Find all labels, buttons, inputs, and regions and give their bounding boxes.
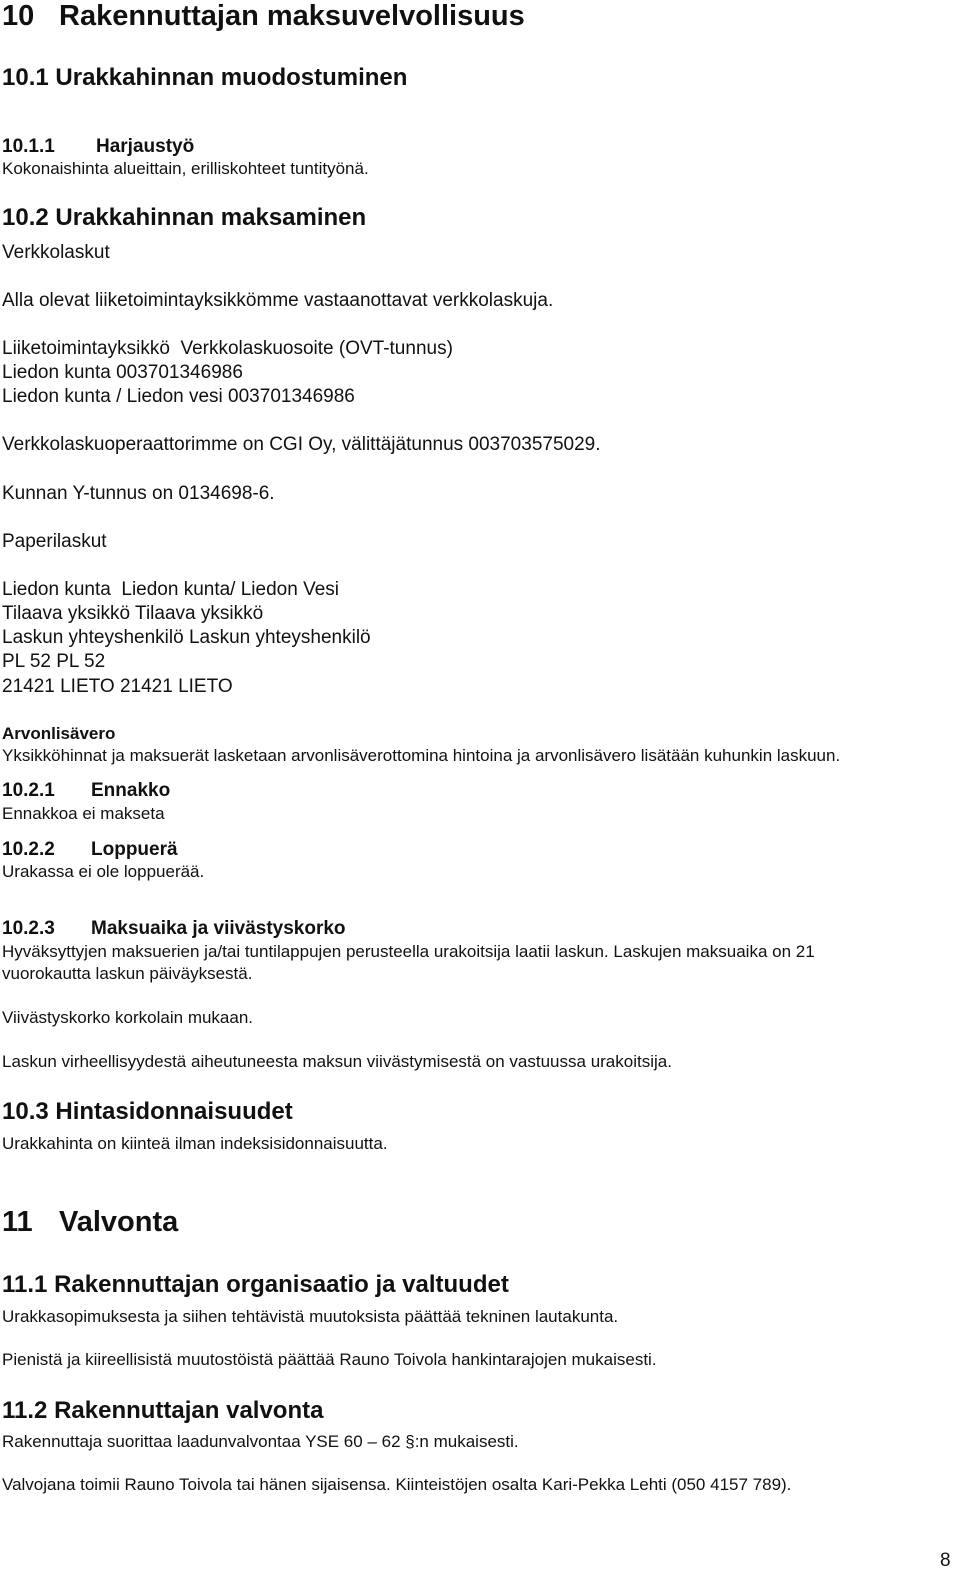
label-verkkolaskut: Verkkolaskut xyxy=(2,242,110,263)
heading-number: 10.2.1 xyxy=(2,780,55,801)
heading-11 xyxy=(2,1208,178,1237)
heading-text: Urakkahinnan muodostuminen xyxy=(55,64,408,91)
heading-text: Maksuaika ja viivästyskorko xyxy=(91,918,346,939)
paragraph-hinta: Urakkahinta on kiinteä ilman indeksisidonnaisuutta. xyxy=(2,1134,388,1153)
heading-arvonlisavero: Arvonlisävero xyxy=(2,724,116,743)
paragraph-operaattori: Verkkolaskuoperaattorimme on CGI Oy, välittäjätunnus 003703575029. xyxy=(2,434,601,455)
heading-number: 10 xyxy=(2,0,35,32)
heading-10-2-3 xyxy=(2,919,346,938)
invoice-table-header: Liiketoimintayksikkö Verkkolaskuosoite (OVT-tunnus) xyxy=(2,338,453,359)
heading-text: Hintasidonnaisuudet xyxy=(55,1098,293,1125)
paragraph-valvonta2: Valvojana toimii Rauno Toivola tai hänen sijaisensa. Kiinteistöjen osalta Kari-Pekka Lehti (050 4157 789). xyxy=(2,1475,792,1494)
paper-address-line: 21421 LIETO 21421 LIETO xyxy=(2,676,233,697)
heading-number: 10.2.2 xyxy=(2,839,55,860)
heading-text: Ennakko xyxy=(91,780,171,801)
heading-number: 10.2 xyxy=(2,204,49,231)
paragraph-maksuaika: Hyväksyttyjen maksuerien ja/tai tuntilappujen perusteella urakoitsija laatii laskun. Laskujen maksuaika on 21 xyxy=(2,942,815,961)
heading-10-3 xyxy=(2,1100,293,1124)
paper-address-line: Tilaava yksikkö Tilaava yksikkö xyxy=(2,603,264,624)
label-paperilaskut: Paperilaskut xyxy=(2,531,107,552)
paragraph-ennakko: Ennakkoa ei makseta xyxy=(2,804,165,823)
heading-text: Rakennuttajan maksuvelvollisuus xyxy=(59,0,525,32)
paragraph-valvonta1: Rakennuttaja suorittaa laadunvalvontaa YSE 60 – 62 §:n mukaisesti. xyxy=(2,1432,519,1451)
heading-number: 10.3 xyxy=(2,1098,49,1125)
heading-10-2-1 xyxy=(2,781,170,800)
heading-text: Rakennuttajan organisaatio ja valtuudet xyxy=(54,1271,509,1298)
heading-number: 11.2 xyxy=(2,1397,48,1424)
paragraph-viivastys: Viivästyskorko korkolain mukaan. xyxy=(2,1008,254,1027)
heading-10-1 xyxy=(2,66,407,90)
paper-address-line: Liedon kunta Liedon kunta/ Liedon Vesi xyxy=(2,579,339,600)
paragraph-loppuera: Urakassa ei ole loppuerää. xyxy=(2,862,205,881)
heading-11-1 xyxy=(2,1273,509,1297)
paragraph-alv: Yksikköhinnat ja maksuerät lasketaan arvonlisäverottomina hintoina ja arvonlisävero lisätään kuhunkin laskuun. xyxy=(2,746,841,765)
paragraph-ytunnus: Kunnan Y-tunnus on 0134698-6. xyxy=(2,483,275,504)
paragraph-virheellisyys: Laskun virheellisyydestä aiheutuneesta maksun viivästymisestä on vastuussa urakoitsija. xyxy=(2,1052,672,1071)
page-number: 8 xyxy=(940,1550,951,1571)
paragraph-maksuaika-cont: vuorokautta laskun päiväyksestä. xyxy=(2,964,253,983)
heading-text: Rakennuttajan valvonta xyxy=(54,1397,324,1424)
heading-text: Harjaustyö xyxy=(96,136,195,157)
paragraph-org2: Pienistä ja kiireellisistä muutostöistä päättää Rauno Toivola hankintarajojen mukaisesti. xyxy=(2,1350,657,1369)
paragraph-harjaus: Kokonaishinta alueittain, erilliskohteet tuntityönä. xyxy=(2,159,369,178)
heading-10-2 xyxy=(2,206,366,230)
heading-text: Valvonta xyxy=(59,1206,179,1238)
heading-number: 10.1 xyxy=(2,64,49,91)
heading-number: 10.2.3 xyxy=(2,918,55,939)
paper-address-line: Laskun yhteyshenkilö Laskun yhteyshenkilö xyxy=(2,627,371,648)
heading-text: Loppuerä xyxy=(91,839,178,860)
invoice-table-row: Liedon kunta 003701346986 xyxy=(2,362,243,383)
heading-10 xyxy=(2,2,525,31)
heading-number: 11 xyxy=(2,1206,33,1238)
heading-text: Urakkahinnan maksaminen xyxy=(55,204,367,231)
heading-10-1-1 xyxy=(2,137,194,156)
heading-number: 11.1 xyxy=(2,1271,48,1298)
paragraph-org1: Urakkasopimuksesta ja siihen tehtävistä muutoksista päättää tekninen lautakunta. xyxy=(2,1307,619,1326)
heading-11-2 xyxy=(2,1399,323,1423)
invoice-table-row: Liedon kunta / Liedon vesi 003701346986 xyxy=(2,386,355,407)
paper-address-line: PL 52 PL 52 xyxy=(2,651,106,672)
heading-number: 10.1.1 xyxy=(2,136,55,157)
heading-10-2-2 xyxy=(2,840,178,859)
paragraph-alla-olevat: Alla olevat liiketoimintayksikkömme vastaanottavat verkkolaskuja. xyxy=(2,290,554,311)
